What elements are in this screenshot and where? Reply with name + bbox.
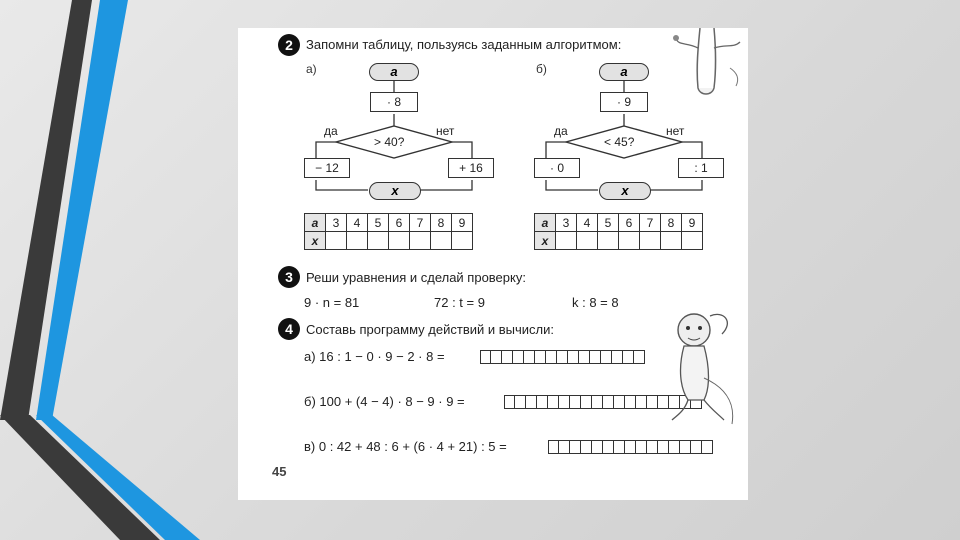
table-a-empty-cell bbox=[389, 232, 410, 250]
table-a bbox=[304, 213, 473, 250]
table-a-head-a: a bbox=[305, 214, 326, 232]
flowchart-b-start: a bbox=[599, 63, 649, 81]
monkey-illustration-bottom bbox=[658, 308, 748, 428]
table-b-row-a bbox=[535, 214, 703, 232]
table-a-empty-cell bbox=[431, 232, 452, 250]
table-b-row-x bbox=[535, 232, 703, 250]
table-b-head-a: a bbox=[535, 214, 556, 232]
table-b-cell: 9 bbox=[682, 214, 703, 232]
flowchart-b-condition: < 45? bbox=[604, 135, 635, 149]
table-a-empty-cell bbox=[452, 232, 473, 250]
flowchart-b-yes: да bbox=[554, 124, 568, 138]
flowchart-b-no-op: : 1 bbox=[678, 158, 724, 178]
flowchart-b-op: · 9 bbox=[600, 92, 648, 112]
table-a-empty-cell bbox=[368, 232, 389, 250]
table-a-cell: 5 bbox=[368, 214, 389, 232]
table-a-empty-cell bbox=[410, 232, 431, 250]
flowchart-a-yes-op: − 12 bbox=[304, 158, 350, 178]
equation-2: 72 : t = 9 bbox=[434, 295, 485, 310]
table-a-empty-cell bbox=[326, 232, 347, 250]
table-b-empty-cell bbox=[661, 232, 682, 250]
variant-a-label: а) bbox=[306, 62, 317, 76]
expression-c: в) 0 : 42 + 48 : 6 + (6 · 4 + 21) : 5 = bbox=[304, 439, 507, 454]
equation-3: k : 8 = 8 bbox=[572, 295, 619, 310]
table-b-empty-cell bbox=[577, 232, 598, 250]
table-b-empty-cell bbox=[556, 232, 577, 250]
answer-cells-c bbox=[548, 440, 713, 454]
table-a-cell: 7 bbox=[410, 214, 431, 232]
task-number-2: 2 bbox=[278, 34, 300, 56]
table-a-cell: 6 bbox=[389, 214, 410, 232]
table-b-cell: 7 bbox=[640, 214, 661, 232]
table-a-row-x bbox=[305, 232, 473, 250]
variant-b-label: б) bbox=[536, 62, 547, 76]
table-b-head-x: x bbox=[535, 232, 556, 250]
task-number-3: 3 bbox=[278, 266, 300, 288]
table-b-cell: 4 bbox=[577, 214, 598, 232]
flowchart-a-start: a bbox=[369, 63, 419, 81]
task4-title: Составь программу действий и вычисли: bbox=[306, 322, 554, 337]
table-a-row-a bbox=[305, 214, 473, 232]
table-a-head-x: x bbox=[305, 232, 326, 250]
equation-1: 9 · n = 81 bbox=[304, 295, 360, 310]
flowchart-b-no: нет bbox=[666, 124, 685, 138]
flowchart-a-end: x bbox=[369, 182, 421, 200]
table-b-cell: 6 bbox=[619, 214, 640, 232]
table-a-cell: 3 bbox=[326, 214, 347, 232]
textbook-page bbox=[238, 28, 748, 500]
flowchart-a-op: · 8 bbox=[370, 92, 418, 112]
table-a-empty-cell bbox=[347, 232, 368, 250]
table-b-empty-cell bbox=[682, 232, 703, 250]
expression-b: б) 100 + (4 − 4) · 8 − 9 · 9 = bbox=[304, 394, 465, 409]
table-b-empty-cell bbox=[619, 232, 640, 250]
task3-title: Реши уравнения и сделай проверку: bbox=[306, 270, 526, 285]
flowchart-a-condition: > 40? bbox=[374, 135, 405, 149]
table-a-cell: 9 bbox=[452, 214, 473, 232]
table-b-empty-cell bbox=[598, 232, 619, 250]
table-b-cell: 8 bbox=[661, 214, 682, 232]
flowchart-a-yes: да bbox=[324, 124, 338, 138]
table-b bbox=[534, 213, 703, 250]
flowchart-a-no: нет bbox=[436, 124, 455, 138]
flowchart-b-end: x bbox=[599, 182, 651, 200]
table-b-cell: 3 bbox=[556, 214, 577, 232]
task2-title: Запомни таблицу, пользуясь заданным алгоритмом: bbox=[306, 37, 622, 52]
table-b-cell: 5 bbox=[598, 214, 619, 232]
answer-cells-a bbox=[480, 350, 645, 364]
table-a-cell: 4 bbox=[347, 214, 368, 232]
table-b-empty-cell bbox=[640, 232, 661, 250]
flowchart-a-no-op: + 16 bbox=[448, 158, 494, 178]
dark-bar-bottom bbox=[0, 415, 160, 540]
task-number-4: 4 bbox=[278, 318, 300, 340]
table-a-cell: 8 bbox=[431, 214, 452, 232]
expression-a: а) 16 : 1 − 0 · 9 − 2 · 8 = bbox=[304, 349, 445, 364]
page-number: 45 bbox=[272, 464, 287, 479]
flowchart-b-yes-op: · 0 bbox=[534, 158, 580, 178]
